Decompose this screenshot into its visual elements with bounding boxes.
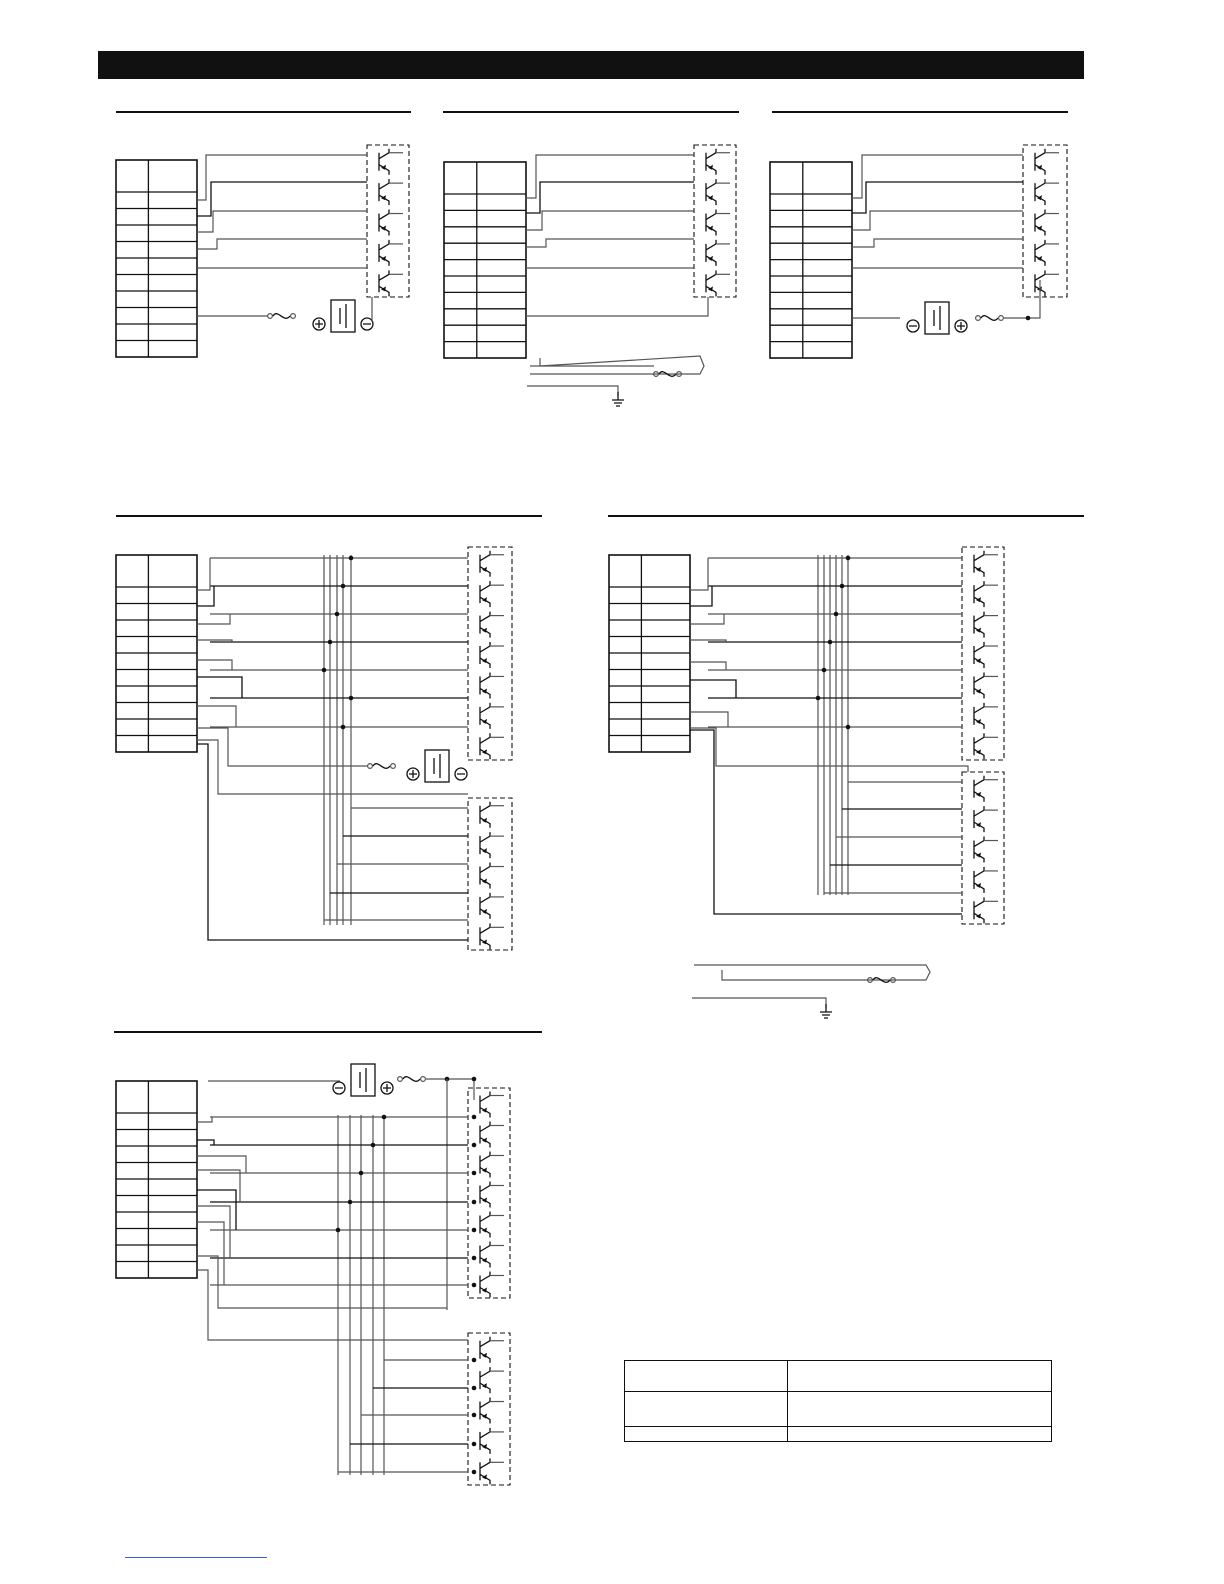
fuse-wave xyxy=(273,314,290,319)
diagram-12ch-sink xyxy=(116,547,512,950)
transistor-icon xyxy=(480,1152,504,1178)
wire xyxy=(197,558,210,590)
battery-cells xyxy=(340,304,346,328)
ground-lines xyxy=(820,1004,832,1018)
diagram-isolated-input xyxy=(444,145,736,406)
transistor-icon xyxy=(706,179,730,205)
transistor-icon xyxy=(706,240,730,266)
table-cell xyxy=(788,1361,1052,1392)
transistor-icon xyxy=(480,672,504,698)
wire xyxy=(197,155,367,200)
table-row xyxy=(625,1392,1052,1427)
transistor-collector xyxy=(480,642,490,652)
transistor-icon xyxy=(480,1428,504,1454)
transistor-collector xyxy=(480,1092,490,1102)
transistor-icon xyxy=(480,1367,504,1393)
transistor-icon xyxy=(480,1398,504,1424)
junction-dot xyxy=(822,668,827,673)
battery-icon xyxy=(313,300,373,332)
battery-box xyxy=(425,750,449,782)
table-cell xyxy=(788,1427,1052,1442)
transistor-icon xyxy=(480,1337,504,1363)
transistor-icon xyxy=(1035,149,1059,175)
battery-box xyxy=(351,1064,375,1096)
junction-dot xyxy=(341,725,346,730)
wire xyxy=(197,614,230,624)
junction-dot xyxy=(341,584,346,589)
junction-dot xyxy=(335,612,340,617)
transistor-collector xyxy=(480,733,490,743)
transistor-collector xyxy=(480,1428,490,1438)
transistor-icon xyxy=(480,642,504,668)
wire xyxy=(690,730,962,914)
transistor-icon xyxy=(974,642,998,668)
diagram-sink-input xyxy=(116,145,409,357)
table-cell xyxy=(625,1361,788,1392)
table-cell xyxy=(625,1392,788,1427)
junction-dot xyxy=(472,1077,477,1082)
transistor-collector xyxy=(480,1458,490,1468)
transistor-icon xyxy=(480,1182,504,1208)
battery-box xyxy=(331,300,355,332)
transistor-icon xyxy=(974,776,998,802)
wire xyxy=(852,182,1023,213)
transistor-collector xyxy=(1035,179,1045,189)
junction-dot xyxy=(472,1442,477,1447)
transistor-collector xyxy=(480,1398,490,1408)
junction-dot xyxy=(336,1228,341,1233)
fuse-terminal xyxy=(976,316,981,321)
wire xyxy=(690,586,712,606)
transistor-icon xyxy=(706,270,730,296)
junction-dot xyxy=(359,1171,364,1176)
transistor-icon xyxy=(480,581,504,607)
wire xyxy=(692,998,826,1008)
transistor-icon xyxy=(974,551,998,577)
footer-link-underline[interactable] xyxy=(125,1557,267,1558)
wire xyxy=(526,155,694,198)
transistor-collector xyxy=(1035,240,1045,250)
ground-icon xyxy=(612,392,624,406)
transistor-icon xyxy=(480,551,504,577)
junction-dot xyxy=(472,1200,477,1205)
junction-dot xyxy=(472,1386,477,1391)
junction-dot xyxy=(846,725,851,730)
transistor-collector xyxy=(974,776,984,786)
transistor-collector xyxy=(480,672,490,682)
table-cell xyxy=(625,1427,788,1442)
transistor-collector xyxy=(379,149,389,159)
transistor-icon xyxy=(1035,179,1059,205)
battery-icon xyxy=(333,1064,393,1096)
transistor-collector xyxy=(480,832,490,842)
transistor-icon xyxy=(480,703,504,729)
junction-dot xyxy=(348,1200,353,1205)
transistor-icon xyxy=(480,1212,504,1238)
transistor-collector xyxy=(974,733,984,743)
transistor-collector xyxy=(974,642,984,652)
transistor-collector xyxy=(379,179,389,189)
wire xyxy=(690,712,728,727)
fuse-icon xyxy=(268,314,296,319)
transistor-collector xyxy=(1035,149,1045,159)
fuse-terminal xyxy=(291,314,296,319)
transistor-collector xyxy=(706,240,716,250)
transistor-icon xyxy=(974,581,998,607)
transistor-collector xyxy=(480,863,490,873)
transistor-icon xyxy=(706,149,730,175)
wire xyxy=(197,586,214,606)
transistor-icon xyxy=(480,1122,504,1148)
wire xyxy=(690,614,724,624)
junction-dot xyxy=(472,1115,477,1120)
transistor-icon xyxy=(706,210,730,236)
transistor-collector xyxy=(480,1122,490,1132)
junction-dot xyxy=(472,1143,477,1148)
fuse-wave xyxy=(403,1077,420,1082)
fuse-icon xyxy=(398,1077,426,1082)
transistor-icon xyxy=(480,863,504,889)
transistor-collector xyxy=(1035,210,1045,220)
transistor-icon xyxy=(974,733,998,759)
junction-dot xyxy=(371,1143,376,1148)
wire xyxy=(526,182,694,213)
wire xyxy=(197,744,468,940)
fuse-icon xyxy=(976,316,1004,321)
wire xyxy=(197,706,236,727)
transistor-collector xyxy=(480,1212,490,1222)
transistor-collector xyxy=(974,897,984,907)
diagram-12ch-source xyxy=(116,1064,510,1485)
transistor-collector xyxy=(480,1337,490,1347)
wire xyxy=(197,1117,212,1122)
junction-dot xyxy=(828,640,833,645)
transistor-icon xyxy=(974,867,998,893)
section-rules xyxy=(114,112,1084,1032)
wire xyxy=(197,1140,214,1145)
transistor-collector xyxy=(379,240,389,250)
wire xyxy=(197,728,368,766)
wire xyxy=(197,660,232,670)
transistor-collector xyxy=(480,581,490,591)
battery-icon xyxy=(407,750,467,782)
wire xyxy=(690,680,736,698)
transistor-icon xyxy=(974,806,998,832)
wire xyxy=(527,386,618,396)
ground-lines xyxy=(612,392,624,406)
transistor-collector xyxy=(480,551,490,561)
junction-dot xyxy=(472,1171,477,1176)
wire xyxy=(197,211,367,232)
transistor-icon xyxy=(974,612,998,638)
transistor-collector xyxy=(1035,270,1045,280)
wire xyxy=(690,728,968,772)
ground-icon xyxy=(820,1004,832,1018)
wire xyxy=(197,677,242,698)
transistor-collector xyxy=(974,867,984,877)
diagram-source-input xyxy=(770,145,1067,358)
wire xyxy=(197,1270,468,1340)
junction-dot xyxy=(472,1256,477,1261)
transistor-collector xyxy=(480,802,490,812)
junction-dot xyxy=(834,612,839,617)
junction-dot xyxy=(382,1115,387,1120)
transistor-collector xyxy=(480,1272,490,1282)
transistor-icon xyxy=(480,1092,504,1118)
junction-dot xyxy=(1026,316,1031,321)
output-device-box xyxy=(962,547,1004,760)
wire xyxy=(197,1222,224,1285)
wire xyxy=(426,1079,474,1100)
transistor-collector xyxy=(480,1242,490,1252)
fuse-terminal xyxy=(398,1077,403,1082)
transistor-collector xyxy=(480,1367,490,1377)
transistor-icon xyxy=(480,923,504,949)
transistor-collector xyxy=(974,806,984,816)
transistor-collector xyxy=(480,923,490,933)
fuse-terminal xyxy=(421,1077,426,1082)
transistor-icon xyxy=(1035,210,1059,236)
battery-icon xyxy=(907,302,967,334)
transistor-collector xyxy=(480,1152,490,1162)
fuse-icon xyxy=(368,764,396,769)
wire xyxy=(526,211,694,230)
wire xyxy=(197,1206,230,1258)
transistor-icon xyxy=(480,893,504,919)
table-row xyxy=(625,1361,1052,1392)
transistor-collector xyxy=(706,210,716,220)
wire xyxy=(852,239,1023,247)
transistor-icon xyxy=(974,897,998,923)
junction-dot xyxy=(322,668,327,673)
wire xyxy=(526,297,708,316)
wire xyxy=(852,155,1023,198)
battery-cells xyxy=(934,306,940,330)
junction-dot xyxy=(472,1470,477,1475)
battery-box xyxy=(925,302,949,334)
junction-dot xyxy=(846,556,851,561)
transistor-collector xyxy=(974,581,984,591)
transistor-icon xyxy=(480,1458,504,1484)
fuse-terminal xyxy=(999,316,1004,321)
transistor-collector xyxy=(706,179,716,189)
wire xyxy=(526,239,694,247)
junction-dot xyxy=(328,640,333,645)
transistor-collector xyxy=(706,270,716,280)
transistor-collector xyxy=(480,1182,490,1192)
transistor-icon xyxy=(480,612,504,638)
junction-dot xyxy=(840,584,845,589)
transistor-collector xyxy=(379,270,389,280)
transistor-icon xyxy=(480,1242,504,1268)
transistor-collector xyxy=(480,612,490,622)
table-cell xyxy=(788,1392,1052,1427)
transistor-icon xyxy=(974,672,998,698)
fuse-wave xyxy=(981,316,998,321)
transistor-icon xyxy=(379,210,403,236)
battery-cells xyxy=(434,754,440,778)
transistor-collector xyxy=(706,149,716,159)
fuse-terminal xyxy=(268,314,273,319)
wire xyxy=(690,662,726,670)
transistor-collector xyxy=(974,837,984,847)
output-device-box xyxy=(468,1088,510,1298)
transistor-collector xyxy=(974,551,984,561)
transistor-collector xyxy=(480,703,490,713)
junction-dot xyxy=(472,1283,477,1288)
transistor-icon xyxy=(379,149,403,175)
spec-table xyxy=(624,1360,1052,1442)
junction-dot xyxy=(349,556,354,561)
transistor-icon xyxy=(480,832,504,858)
transistor-collector xyxy=(379,210,389,220)
wire xyxy=(197,239,367,249)
transistor-icon xyxy=(480,1272,504,1298)
junction-dot xyxy=(472,1358,477,1363)
wire xyxy=(197,740,468,794)
wire xyxy=(690,558,708,590)
transistor-collector xyxy=(480,893,490,903)
junction-dot xyxy=(349,696,354,701)
diagram-12ch-isolated xyxy=(609,547,1004,1018)
transistor-icon xyxy=(1035,240,1059,266)
transistor-icon xyxy=(974,703,998,729)
fuse-wave xyxy=(373,764,390,769)
transistor-icon xyxy=(480,733,504,759)
fuse-terminal xyxy=(391,764,396,769)
wire xyxy=(852,211,1023,230)
wire xyxy=(197,1256,447,1308)
junction-dot xyxy=(472,1413,477,1418)
transistor-icon xyxy=(1035,270,1059,296)
table-row xyxy=(625,1427,1052,1442)
junction-dot xyxy=(816,696,821,701)
transistor-collector xyxy=(974,703,984,713)
fuse-terminal xyxy=(368,764,373,769)
transistor-collector xyxy=(974,672,984,682)
junction-dot xyxy=(472,1228,477,1233)
wire xyxy=(197,1170,240,1202)
transistor-collector xyxy=(974,612,984,622)
battery-cells xyxy=(360,1068,366,1092)
transistor-icon xyxy=(480,802,504,828)
transistor-icon xyxy=(379,270,403,296)
transistor-icon xyxy=(379,179,403,205)
transistor-icon xyxy=(974,837,998,863)
transistor-icon xyxy=(379,240,403,266)
